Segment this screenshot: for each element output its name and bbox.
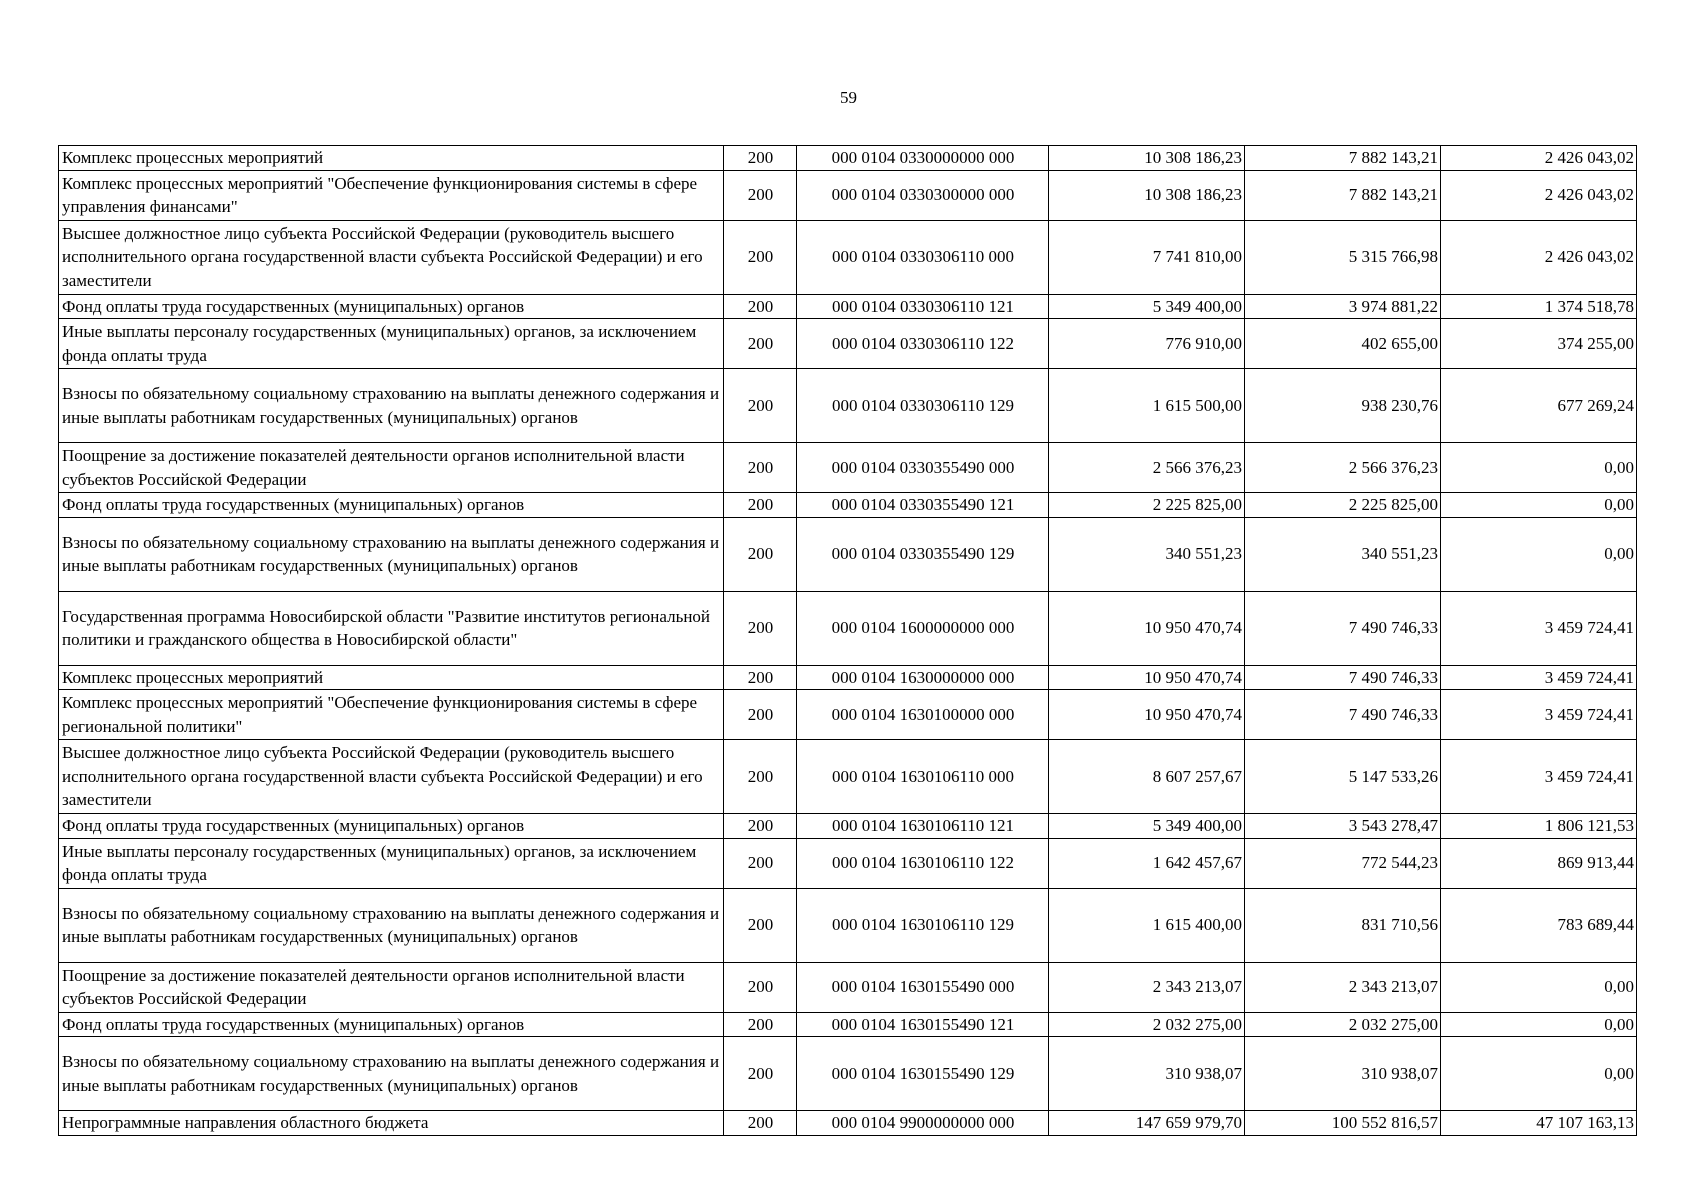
row-executed-amount-cell: 5 147 533,26 xyxy=(1245,740,1441,814)
row-line-code-cell: 200 xyxy=(724,369,797,443)
row-unexecuted-amount-cell: 0,00 xyxy=(1441,1037,1637,1111)
row-executed-amount-cell: 7 490 746,33 xyxy=(1245,690,1441,740)
row-name-cell: Комплекс процессных мероприятий xyxy=(59,665,724,690)
row-name-cell: Иные выплаты персоналу государственных (муниципальных) органов, за исключением фонда оплаты труда xyxy=(59,319,724,369)
row-approved-amount-cell: 2 032 275,00 xyxy=(1049,1012,1245,1037)
row-line-code-cell: 200 xyxy=(724,170,797,220)
row-budget-code-cell: 000 0104 1630155490 129 xyxy=(797,1037,1049,1111)
row-unexecuted-amount-cell: 869 913,44 xyxy=(1441,838,1637,888)
page-number: 59 xyxy=(840,88,857,107)
table-row xyxy=(59,1012,1637,1037)
table-row xyxy=(59,814,1637,839)
table-row xyxy=(59,146,1637,171)
row-budget-code-cell: 000 0104 1630106110 122 xyxy=(797,838,1049,888)
row-unexecuted-amount-cell: 3 459 724,41 xyxy=(1441,665,1637,690)
row-budget-code-cell: 000 0104 0330306110 121 xyxy=(797,294,1049,319)
row-line-code-cell: 200 xyxy=(724,888,797,962)
table-row xyxy=(59,319,1637,369)
row-unexecuted-amount-cell: 0,00 xyxy=(1441,1012,1637,1037)
row-unexecuted-amount-cell: 3 459 724,41 xyxy=(1441,690,1637,740)
row-line-code-cell: 200 xyxy=(724,838,797,888)
row-name-cell: Взносы по обязательному социальному страхованию на выплаты денежного содержания и иные выплаты работникам государственных (муниципальных) органов xyxy=(59,369,724,443)
row-unexecuted-amount-cell: 2 426 043,02 xyxy=(1441,220,1637,294)
row-unexecuted-amount-cell: 0,00 xyxy=(1441,443,1637,493)
row-executed-amount-cell: 7 490 746,33 xyxy=(1245,665,1441,690)
row-approved-amount-cell: 10 950 470,74 xyxy=(1049,690,1245,740)
row-budget-code-cell: 000 0104 1630000000 000 xyxy=(797,665,1049,690)
row-approved-amount-cell: 340 551,23 xyxy=(1049,517,1245,591)
row-unexecuted-amount-cell: 677 269,24 xyxy=(1441,369,1637,443)
row-approved-amount-cell: 1 615 400,00 xyxy=(1049,888,1245,962)
row-budget-code-cell: 000 0104 0330300000 000 xyxy=(797,170,1049,220)
row-approved-amount-cell: 10 308 186,23 xyxy=(1049,170,1245,220)
row-line-code-cell: 200 xyxy=(724,443,797,493)
row-executed-amount-cell: 938 230,76 xyxy=(1245,369,1441,443)
row-unexecuted-amount-cell: 0,00 xyxy=(1441,493,1637,518)
row-approved-amount-cell: 5 349 400,00 xyxy=(1049,294,1245,319)
row-name-cell: Взносы по обязательному социальному страхованию на выплаты денежного содержания и иные выплаты работникам государственных (муниципальных) органов xyxy=(59,1037,724,1111)
table-row xyxy=(59,591,1637,665)
row-budget-code-cell: 000 0104 0330306110 129 xyxy=(797,369,1049,443)
row-unexecuted-amount-cell: 1 806 121,53 xyxy=(1441,814,1637,839)
row-name-cell: Фонд оплаты труда государственных (муниципальных) органов xyxy=(59,294,724,319)
row-executed-amount-cell: 3 974 881,22 xyxy=(1245,294,1441,319)
row-budget-code-cell: 000 0104 1630106110 121 xyxy=(797,814,1049,839)
table-row xyxy=(59,1111,1637,1136)
table-row xyxy=(59,170,1637,220)
row-approved-amount-cell: 10 950 470,74 xyxy=(1049,665,1245,690)
row-unexecuted-amount-cell: 374 255,00 xyxy=(1441,319,1637,369)
table-row xyxy=(59,690,1637,740)
row-name-cell: Высшее должностное лицо субъекта Российской Федерации (руководитель высшего исполнительного органа государственной власти субъекта Российской Федерации) и его заместители xyxy=(59,220,724,294)
row-budget-code-cell: 000 0104 0330306110 000 xyxy=(797,220,1049,294)
row-approved-amount-cell: 5 349 400,00 xyxy=(1049,814,1245,839)
row-unexecuted-amount-cell: 3 459 724,41 xyxy=(1441,740,1637,814)
row-line-code-cell: 200 xyxy=(724,962,797,1012)
row-line-code-cell: 200 xyxy=(724,1037,797,1111)
table-row xyxy=(59,443,1637,493)
row-line-code-cell: 200 xyxy=(724,690,797,740)
table-row xyxy=(59,517,1637,591)
row-executed-amount-cell: 2 225 825,00 xyxy=(1245,493,1441,518)
row-executed-amount-cell: 402 655,00 xyxy=(1245,319,1441,369)
row-name-cell: Поощрение за достижение показателей деятельности органов исполнительной власти субъектов Российской Федерации xyxy=(59,962,724,1012)
row-executed-amount-cell: 7 490 746,33 xyxy=(1245,591,1441,665)
row-unexecuted-amount-cell: 783 689,44 xyxy=(1441,888,1637,962)
row-executed-amount-cell: 7 882 143,21 xyxy=(1245,146,1441,171)
row-approved-amount-cell: 7 741 810,00 xyxy=(1049,220,1245,294)
row-unexecuted-amount-cell: 3 459 724,41 xyxy=(1441,591,1637,665)
row-approved-amount-cell: 1 615 500,00 xyxy=(1049,369,1245,443)
row-line-code-cell: 200 xyxy=(724,319,797,369)
row-budget-code-cell: 000 0104 1630106110 000 xyxy=(797,740,1049,814)
row-line-code-cell: 200 xyxy=(724,493,797,518)
row-unexecuted-amount-cell: 2 426 043,02 xyxy=(1441,170,1637,220)
row-line-code-cell: 200 xyxy=(724,220,797,294)
table-row xyxy=(59,1037,1637,1111)
row-executed-amount-cell: 3 543 278,47 xyxy=(1245,814,1441,839)
row-approved-amount-cell: 2 225 825,00 xyxy=(1049,493,1245,518)
row-budget-code-cell: 000 0104 1630155490 121 xyxy=(797,1012,1049,1037)
row-executed-amount-cell: 340 551,23 xyxy=(1245,517,1441,591)
row-approved-amount-cell: 10 950 470,74 xyxy=(1049,591,1245,665)
row-unexecuted-amount-cell: 0,00 xyxy=(1441,962,1637,1012)
row-executed-amount-cell: 2 566 376,23 xyxy=(1245,443,1441,493)
row-approved-amount-cell: 2 566 376,23 xyxy=(1049,443,1245,493)
row-name-cell: Поощрение за достижение показателей деятельности органов исполнительной власти субъектов Российской Федерации xyxy=(59,443,724,493)
row-executed-amount-cell: 310 938,07 xyxy=(1245,1037,1441,1111)
row-name-cell: Взносы по обязательному социальному страхованию на выплаты денежного содержания и иные выплаты работникам государственных (муниципальных) органов xyxy=(59,517,724,591)
row-name-cell: Непрограммные направления областного бюджета xyxy=(59,1111,724,1136)
row-executed-amount-cell: 831 710,56 xyxy=(1245,888,1441,962)
row-name-cell: Иные выплаты персоналу государственных (муниципальных) органов, за исключением фонда оплаты труда xyxy=(59,838,724,888)
row-name-cell: Государственная программа Новосибирской области "Развитие институтов региональной политики и гражданского общества в Новосибирской области" xyxy=(59,591,724,665)
row-name-cell: Фонд оплаты труда государственных (муниципальных) органов xyxy=(59,814,724,839)
row-approved-amount-cell: 8 607 257,67 xyxy=(1049,740,1245,814)
row-unexecuted-amount-cell: 2 426 043,02 xyxy=(1441,146,1637,171)
row-approved-amount-cell: 2 343 213,07 xyxy=(1049,962,1245,1012)
table-row xyxy=(59,665,1637,690)
row-line-code-cell: 200 xyxy=(724,294,797,319)
row-line-code-cell: 200 xyxy=(724,1111,797,1136)
table-row xyxy=(59,740,1637,814)
row-name-cell: Фонд оплаты труда государственных (муниципальных) органов xyxy=(59,1012,724,1037)
row-budget-code-cell: 000 0104 0330355490 129 xyxy=(797,517,1049,591)
row-approved-amount-cell: 10 308 186,23 xyxy=(1049,146,1245,171)
row-line-code-cell: 200 xyxy=(724,146,797,171)
row-budget-code-cell: 000 0104 9900000000 000 xyxy=(797,1111,1049,1136)
row-line-code-cell: 200 xyxy=(724,814,797,839)
row-line-code-cell: 200 xyxy=(724,1012,797,1037)
row-line-code-cell: 200 xyxy=(724,665,797,690)
row-executed-amount-cell: 772 544,23 xyxy=(1245,838,1441,888)
table-body xyxy=(59,146,1637,1136)
table-row xyxy=(59,493,1637,518)
row-name-cell: Комплекс процессных мероприятий "Обеспечение функционирования системы в сфере региональной политики" xyxy=(59,690,724,740)
row-name-cell: Комплекс процессных мероприятий xyxy=(59,146,724,171)
row-name-cell: Высшее должностное лицо субъекта Российской Федерации (руководитель высшего исполнительного органа государственной власти субъекта Российской Федерации) и его заместители xyxy=(59,740,724,814)
row-budget-code-cell: 000 0104 0330306110 122 xyxy=(797,319,1049,369)
row-executed-amount-cell: 2 032 275,00 xyxy=(1245,1012,1441,1037)
row-name-cell: Взносы по обязательному социальному страхованию на выплаты денежного содержания и иные выплаты работникам государственных (муниципальных) органов xyxy=(59,888,724,962)
row-approved-amount-cell: 776 910,00 xyxy=(1049,319,1245,369)
row-unexecuted-amount-cell: 47 107 163,13 xyxy=(1441,1111,1637,1136)
table-row xyxy=(59,888,1637,962)
row-line-code-cell: 200 xyxy=(724,591,797,665)
row-name-cell: Комплекс процессных мероприятий "Обеспечение функционирования системы в сфере управления финансами" xyxy=(59,170,724,220)
row-budget-code-cell: 000 0104 0330355490 000 xyxy=(797,443,1049,493)
row-approved-amount-cell: 1 642 457,67 xyxy=(1049,838,1245,888)
row-budget-code-cell: 000 0104 1630100000 000 xyxy=(797,690,1049,740)
row-budget-code-cell: 000 0104 1630106110 129 xyxy=(797,888,1049,962)
row-budget-code-cell: 000 0104 0330355490 121 xyxy=(797,493,1049,518)
row-budget-code-cell: 000 0104 1600000000 000 xyxy=(797,591,1049,665)
row-approved-amount-cell: 147 659 979,70 xyxy=(1049,1111,1245,1136)
row-budget-code-cell: 000 0104 0330000000 000 xyxy=(797,146,1049,171)
row-line-code-cell: 200 xyxy=(724,740,797,814)
row-executed-amount-cell: 2 343 213,07 xyxy=(1245,962,1441,1012)
row-unexecuted-amount-cell: 1 374 518,78 xyxy=(1441,294,1637,319)
table-row xyxy=(59,838,1637,888)
table-row xyxy=(59,294,1637,319)
row-budget-code-cell: 000 0104 1630155490 000 xyxy=(797,962,1049,1012)
row-unexecuted-amount-cell: 0,00 xyxy=(1441,517,1637,591)
row-approved-amount-cell: 310 938,07 xyxy=(1049,1037,1245,1111)
row-name-cell: Фонд оплаты труда государственных (муниципальных) органов xyxy=(59,493,724,518)
row-executed-amount-cell: 5 315 766,98 xyxy=(1245,220,1441,294)
row-executed-amount-cell: 100 552 816,57 xyxy=(1245,1111,1441,1136)
budget-execution-table xyxy=(58,145,1637,1136)
table-row xyxy=(59,369,1637,443)
table-row xyxy=(59,962,1637,1012)
table-row xyxy=(59,220,1637,294)
row-executed-amount-cell: 7 882 143,21 xyxy=(1245,170,1441,220)
row-line-code-cell: 200 xyxy=(724,517,797,591)
